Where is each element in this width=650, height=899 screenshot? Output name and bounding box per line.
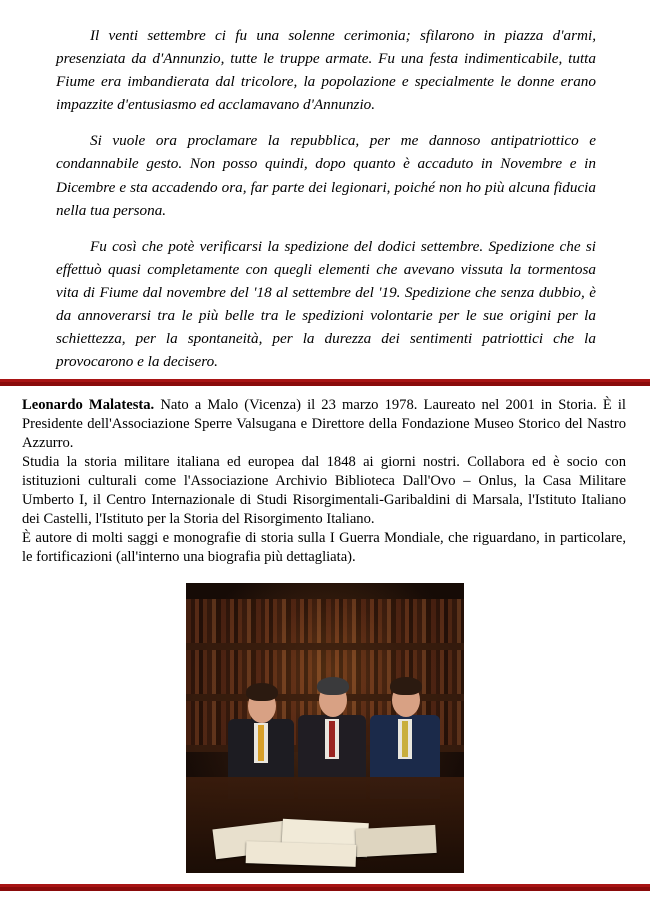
- divider-bottom-highlight: [0, 884, 650, 887]
- bookshelf-row: [186, 599, 464, 643]
- paragraph: Il venti settembre ci fu una solenne cerimonia; sfilarono in piazza d'armi, presenziata da d'Annunzio, tutte le truppe armate. Fu una festa indimenticabile, tutta Fiume era imbandierata dal tricolore, la popolazione e specialmente le donne erano impazzite d'entusiasmo ed acclamavano d'Annunzio.: [56, 27, 596, 114]
- paragraph: Fu così che potè verificarsi la spedizione del dodici settembre. Spedizione che si effettuò quasi completamente con quegli elementi che avevano vissuta la tormentosa vita di Fiume dal novembre del '18 al settembre del '19. Spedizione che senza dubbio, è da annoverarsi tra le più belle tra le spedizioni volontarie per le sue origini per la schiettezza, per la spontaneità, per la durezza dei sentimenti patriottici che la provocarono e la decisero.: [56, 237, 596, 371]
- paragraph: Si vuole ora proclamare la repubblica, per me dannoso antipatriottico e condannabile gesto. Non posso quindi, dopo quanto è accaduto in Novembre e in Dicembre e sta accadendo ora, far parte dei legionari, poiché non ho più alcuna fiducia nella tua persona.: [56, 132, 596, 219]
- open-book: [355, 825, 436, 857]
- divider-top: [0, 379, 650, 386]
- loose-papers: [246, 841, 357, 867]
- bio-text: Nato a Malo (Vicenza) il 23 marzo 1978. Laureato nel 2001 in Storia. È il Presidente dell'Associazione Sperre Valsugana e Direttore della Fondazione Museo Storico del Nastro Azzurro.: [22, 397, 626, 451]
- photo-scene: [186, 583, 464, 873]
- bio-paragraph: È autore di molti saggi e monografie di storia sulla I Guerra Mondiale, che riguardano, in particolare, le fortificazioni (all'interno una biografia più dettagliata).: [22, 529, 626, 565]
- necktie: [258, 725, 264, 761]
- author-biography: [22, 396, 626, 567]
- divider-bottom: [0, 884, 650, 891]
- hair: [390, 677, 422, 695]
- necktie: [329, 721, 335, 757]
- shelf-board: [186, 643, 464, 650]
- author-name: Leonardo Malatesta.: [22, 397, 155, 413]
- hair: [246, 683, 278, 701]
- bio-paragraph-first: [22, 396, 626, 453]
- bio-paragraph: Studia la storia militare italiana ed europea dal 1848 ai giorni nostri. Collabora ed è socio con istituzioni culturali come l'Associazione Archivio Biblioteca Dall'Ovo – Onlus, la Casa Militare Umberto I, il Centro Internazionale di Studi Risorgimentali-Garibaldini di Marsala, l'Istituto Italiano dei Castelli, l'Istituto per la Storia del Risorgimento Italiano.: [22, 453, 626, 527]
- author-photograph: [186, 583, 464, 873]
- upper-text-section: [56, 24, 596, 373]
- hair: [317, 677, 349, 695]
- necktie: [402, 721, 408, 757]
- divider-top-highlight: [0, 379, 650, 382]
